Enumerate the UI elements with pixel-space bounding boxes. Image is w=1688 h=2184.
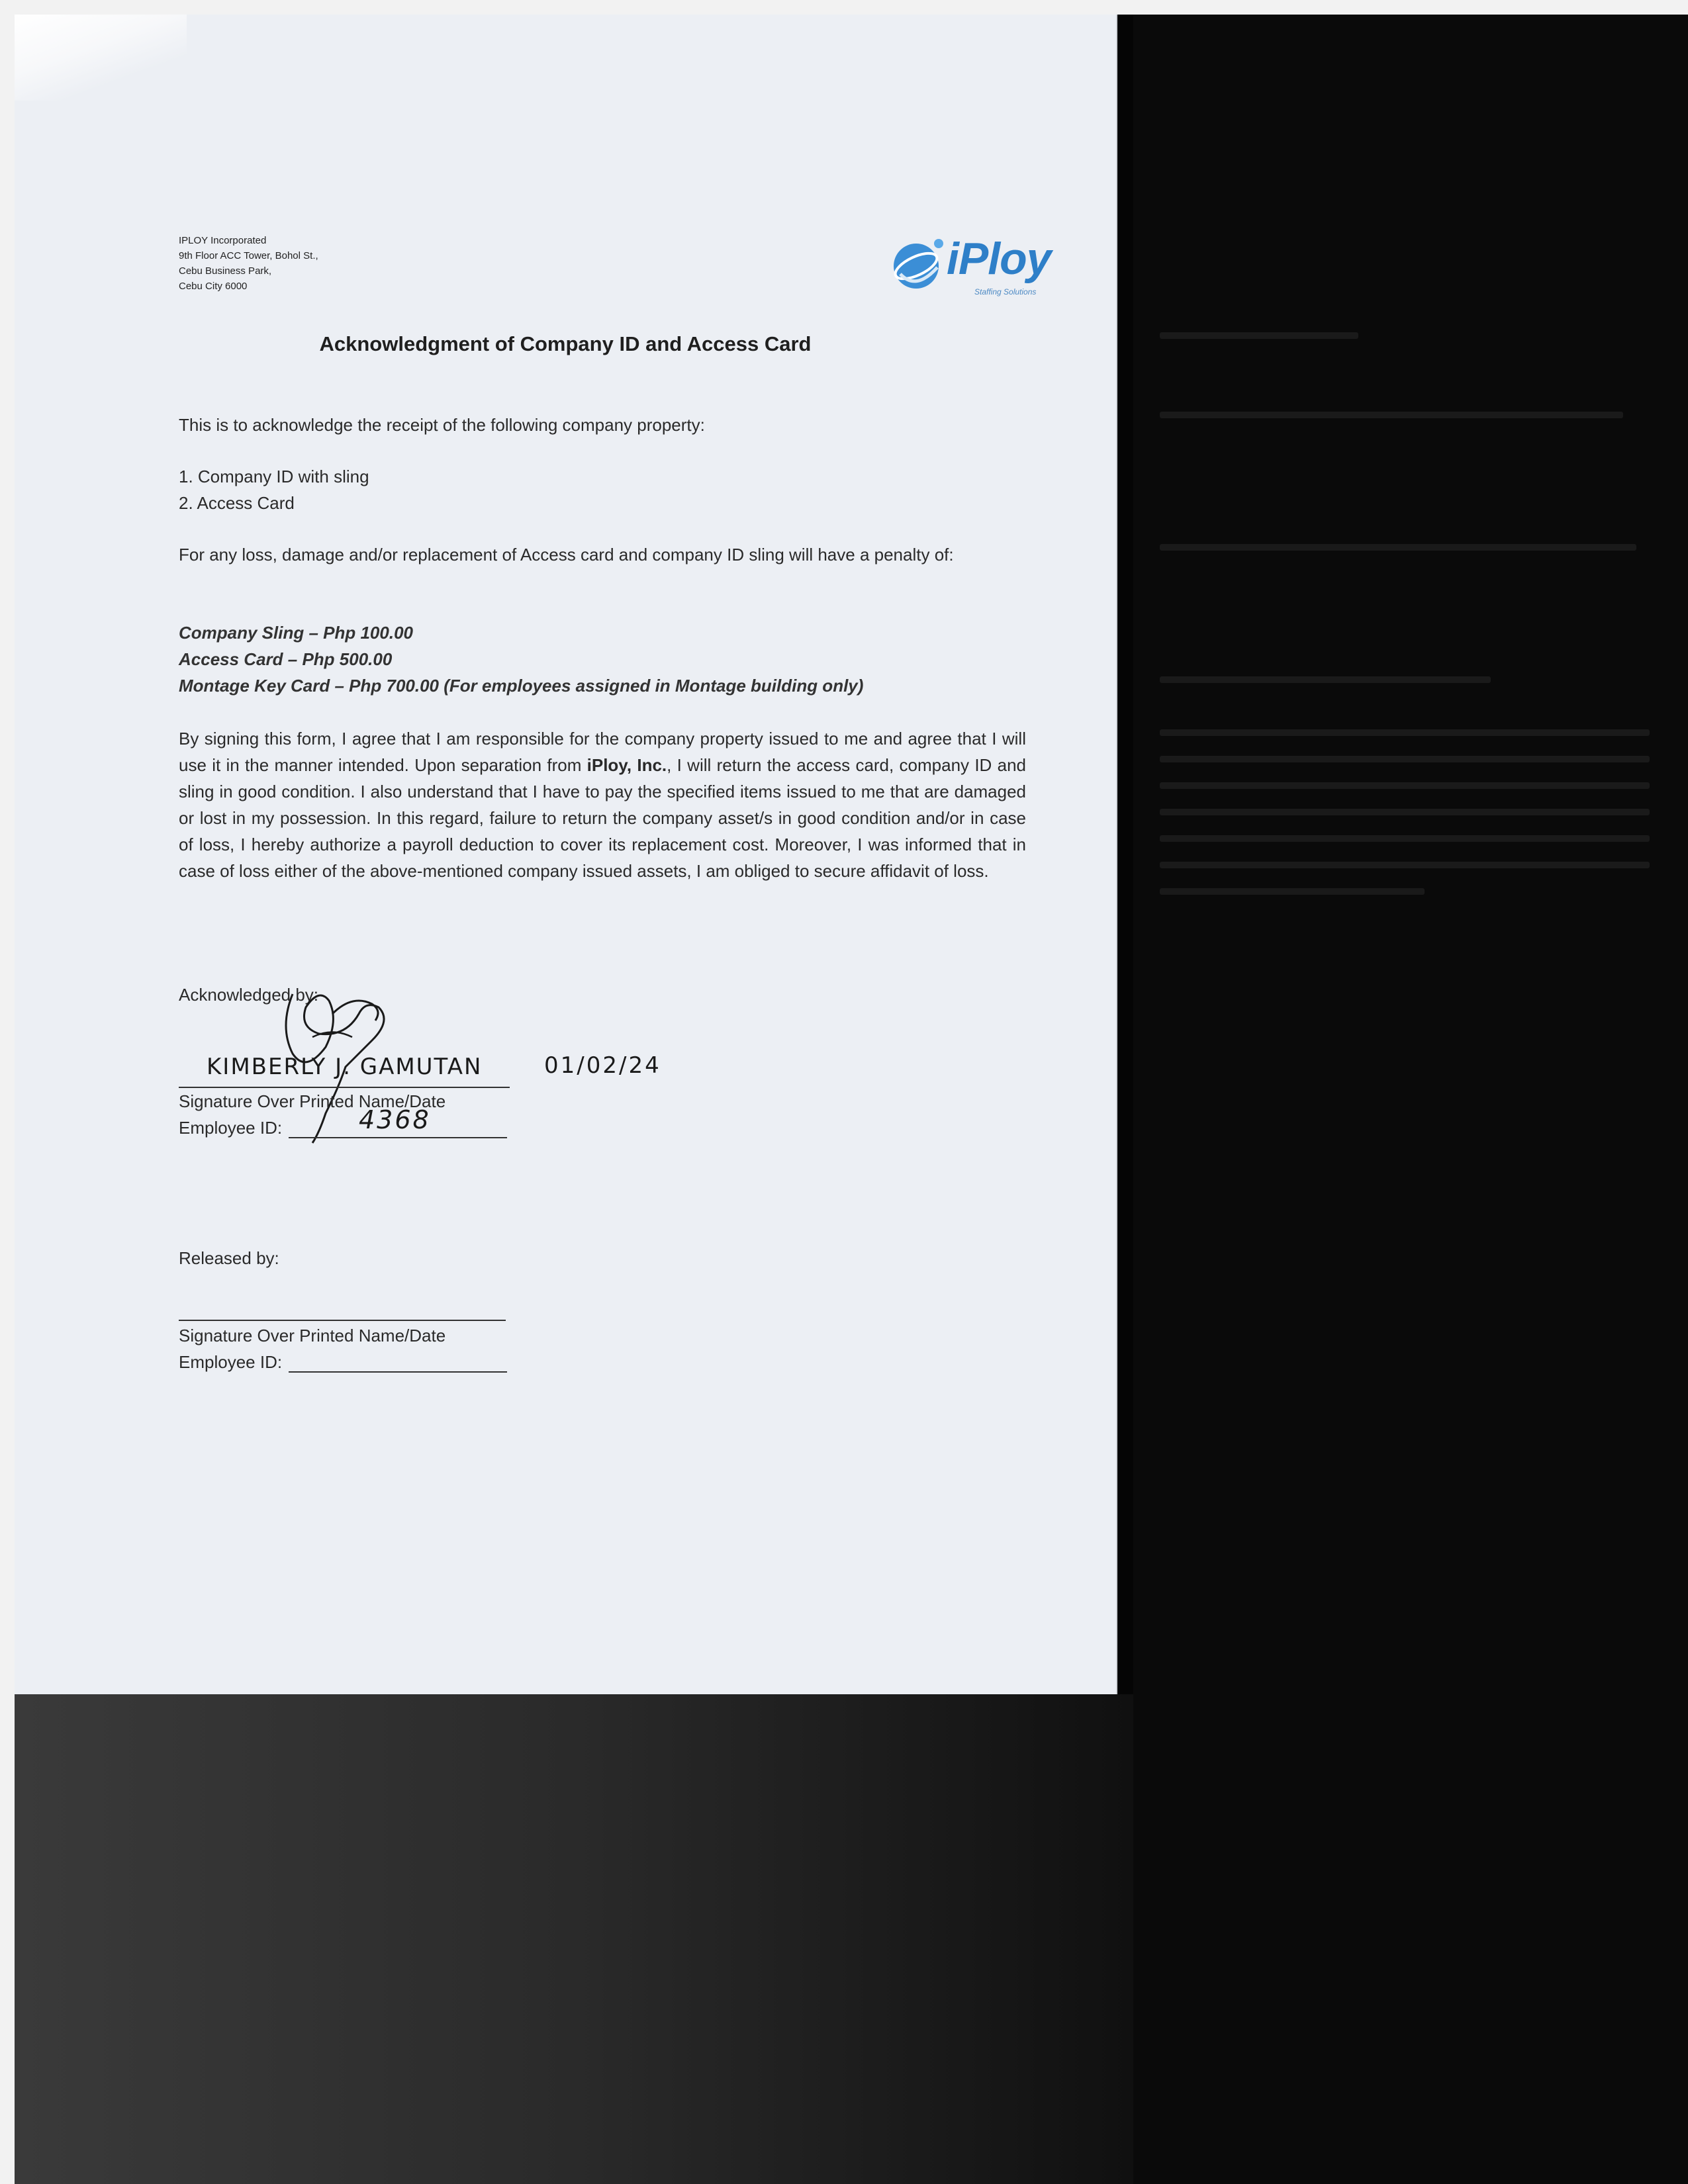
scan-edge-left (0, 0, 15, 2184)
address-line: Cebu City 6000 (179, 281, 248, 292)
address-line: IPLOY Incorporated (179, 235, 267, 246)
logo-wordmark: iPloy (947, 234, 1051, 284)
logo-tagline: Staffing Solutions (974, 287, 1037, 296)
bleed-through-line (1160, 544, 1636, 551)
list-item: 2. Access Card (179, 493, 295, 513)
property-list (179, 463, 369, 516)
bleed-through-line (1160, 756, 1650, 762)
signature-caption: Signature Over Printed Name/Date (179, 1091, 446, 1111)
scan-shadow-region (15, 1694, 1133, 2184)
agreement-text: , I will return the access card, company ID and sling in good condition. I also understand that I have to pay the specified items issued to me that are damaged or lost in my possession. In this regard, failure to return the company asset/s in good condition and/or in case of loss, I hereby authorize a payroll deduction to cover its replacement cost. Moreover, I was informed that in case of loss either of the above-mentioned company issued assets, I am obliged to secure affidavit of loss. (179, 755, 1026, 881)
address-line: 9th Floor ACC Tower, Bohol St., (179, 250, 318, 261)
employee-id-line (289, 1371, 507, 1373)
globe-icon (888, 233, 948, 299)
acknowledged-by-label: Acknowledged by: (179, 985, 319, 1005)
scan-dark-region (1133, 15, 1688, 2184)
employee-id-label: Employee ID: (179, 1118, 283, 1138)
iploy-logo (888, 233, 1074, 306)
handwritten-name: KIMBERLY J. GAMUTAN (207, 1054, 483, 1080)
page-corner-fold (15, 15, 187, 101)
company-address (179, 233, 318, 294)
penalty-item: Access Card – Php 500.00 (179, 649, 393, 669)
signature-caption: Signature Over Printed Name/Date (179, 1326, 446, 1345)
document-title: Acknowledgment of Company ID and Access Card (319, 332, 812, 355)
agreement-text: By signing this form, I agree that I am responsible for the company property issued to me and agree that I will use it in the manner intended. Upon separation from (179, 729, 1026, 775)
penalty-item: Company Sling – Php 100.00 (179, 623, 413, 643)
agreement-paragraph (179, 725, 1026, 884)
handwritten-employee-id: 4368 (359, 1105, 431, 1134)
address-line: Cebu Business Park, (179, 265, 272, 277)
handwritten-date: 01/02/24 (544, 1052, 661, 1079)
bleed-through-line (1160, 835, 1650, 842)
bleed-through-line (1160, 888, 1425, 895)
scan-edge-top (0, 0, 1688, 15)
bleed-through-line (1160, 676, 1491, 683)
released-by-label: Released by: (179, 1248, 279, 1268)
signature-line (179, 1320, 506, 1321)
bleed-through-line (1160, 332, 1358, 339)
intro-paragraph: This is to acknowledge the receipt of the following company property: (179, 415, 705, 435)
penalty-list (179, 619, 863, 699)
penalty-paragraph: For any loss, damage and/or replacement of Access card and company ID sling will have a penalty of: (179, 545, 954, 565)
company-name: iPloy, Inc. (586, 755, 667, 775)
employee-id-label: Employee ID: (179, 1352, 283, 1372)
list-item: 1. Company ID with sling (179, 467, 369, 486)
bleed-through-line (1160, 412, 1623, 418)
penalty-item: Montage Key Card – Php 700.00 (For employees assigned in Montage building only) (179, 676, 864, 696)
employee-id-line (289, 1137, 507, 1138)
bleed-through-line (1160, 809, 1650, 815)
document-page (15, 15, 1116, 1694)
bleed-through-line (1160, 782, 1650, 789)
bleed-through-line (1160, 862, 1650, 868)
bleed-through-line (1160, 729, 1650, 736)
